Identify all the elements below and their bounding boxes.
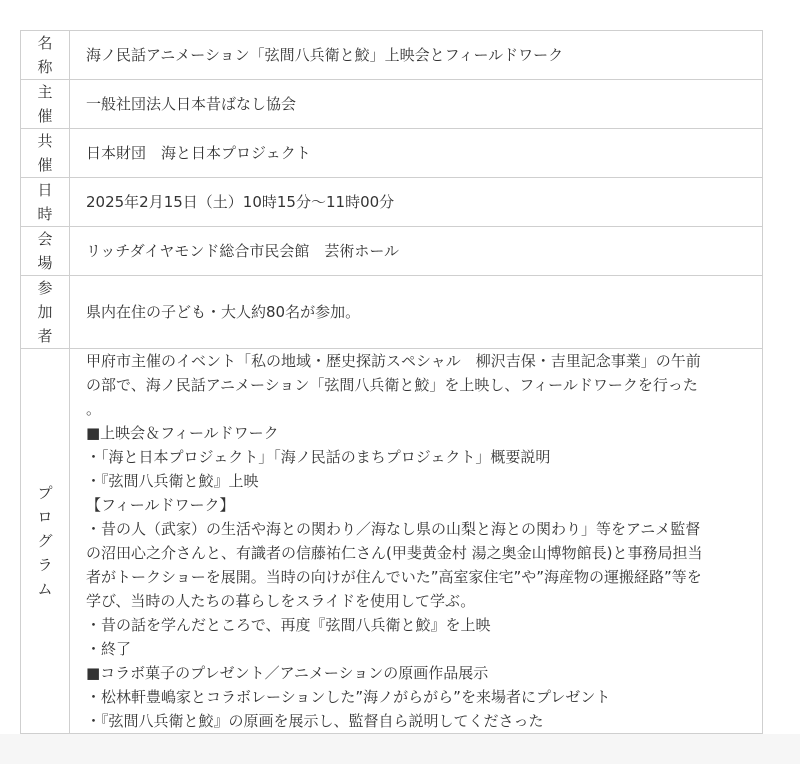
program-line: ・昔の話を学んだところで、再度『弦間八兵衛と鮫』を上映 xyxy=(86,616,491,634)
row-co-organizer xyxy=(21,129,763,178)
label-char: 日 xyxy=(37,181,53,199)
value-cell-participants xyxy=(70,276,763,349)
program-heading-screening: ■上映会＆フィールドワーク xyxy=(86,424,279,442)
row-name xyxy=(21,31,763,80)
program-line: ・『弦間八兵衛と鮫』上映 xyxy=(86,472,259,490)
value-cell-venue xyxy=(70,227,763,276)
program-line: ・昔の人（武家）の生活や海との関わり／海なし県の山梨と海との関わり」等をアニメ監督 xyxy=(86,520,701,538)
event-name-text: 海ノ民話アニメーション「弦間八兵衛と鮫」上映会とフィールドワーク xyxy=(86,46,564,64)
label-char: 催 xyxy=(37,156,53,174)
label-cell-name xyxy=(21,31,70,80)
participants-text: 県内在住の子ども・大人約80名が参加。 xyxy=(86,303,361,321)
venue-text: リッチダイヤモンド総合市民会館 芸術ホール xyxy=(86,242,400,260)
co-organizer-text: 日本財団 海と日本プロジェクト xyxy=(86,144,311,162)
label-cell-participants xyxy=(21,276,70,349)
label-char: ロ xyxy=(37,508,53,526)
label-char: ラ xyxy=(37,556,53,574)
label-char: 場 xyxy=(37,254,53,272)
row-participants xyxy=(21,276,763,349)
label-char: 会 xyxy=(37,230,53,248)
value-cell-co-organizer xyxy=(70,129,763,178)
value-cell-datetime xyxy=(70,178,763,227)
program-line: ・終了 xyxy=(86,640,132,658)
program-line: ・松林軒豊嶋家とコラボレーションした”海ノがらがら”を来場者にプレゼント xyxy=(86,688,611,706)
label-cell-organizer xyxy=(21,80,70,129)
program-line: ・『弦間八兵衛と鮫』の原画を展示し、監督自ら説明してくださった xyxy=(86,712,544,730)
label-char: 加 xyxy=(37,303,53,321)
label-cell-co-organizer xyxy=(21,129,70,178)
program-line: 。 xyxy=(86,400,102,418)
label-char: 者 xyxy=(37,327,53,345)
organizer-text: 一般社団法人日本昔ばなし協会 xyxy=(86,95,297,113)
label-char: 催 xyxy=(37,107,53,125)
label-char: 主 xyxy=(37,83,53,101)
row-datetime xyxy=(21,178,763,227)
label-char: 時 xyxy=(37,205,53,223)
label-char: ム xyxy=(37,580,53,598)
program-line: 甲府市主催のイベント「私の地域・歴史探訪スペシャル 柳沢吉保・吉里記念事業」の午前 xyxy=(86,352,701,370)
program-line: 者がトークショーを展開。当時の向けが住んでいた”高室家住宅”や”海産物の運搬経路”等を xyxy=(86,568,702,586)
label-cell-venue xyxy=(21,227,70,276)
program-line: 学び、当時の人たちの暮らしをスライドを使用して学ぶ。 xyxy=(86,592,476,610)
program-heading-fieldwork: 【フィールドワーク】 xyxy=(86,496,235,514)
label-char: 称 xyxy=(37,58,53,76)
label-char: 共 xyxy=(37,132,53,150)
label-char: 参 xyxy=(37,279,53,297)
program-line: の部で、海ノ民話アニメーション「弦間八兵衛と鮫」を上映し、フィールドワークを行った xyxy=(86,376,698,394)
program-heading-collab: ■コラボ菓子のプレゼント／アニメーションの原画作品展示 xyxy=(86,664,489,682)
label-cell-datetime xyxy=(21,178,70,227)
label-char: 名 xyxy=(37,34,53,52)
row-organizer xyxy=(21,80,763,129)
bottom-background-band xyxy=(0,734,800,764)
row-venue xyxy=(21,227,763,276)
value-cell-organizer xyxy=(70,80,763,129)
event-info-table xyxy=(20,30,763,734)
value-cell-program xyxy=(70,349,763,734)
row-program xyxy=(21,349,763,734)
label-char: プ xyxy=(37,484,53,502)
datetime-text: 2025年2月15日（土）10時15分〜11時00分 xyxy=(86,193,395,211)
label-cell-program xyxy=(21,349,70,734)
label-char: グ xyxy=(37,532,53,550)
program-line: の沼田心之介さんと、有識者の信藤祐仁さん(甲斐黄金村 湯之奥金山博物館長)と事務局担当 xyxy=(86,544,703,562)
program-line: ・「海と日本プロジェクト」「海ノ民話のまちプロジェクト」概要説明 xyxy=(86,448,551,466)
value-cell-name xyxy=(70,31,763,80)
